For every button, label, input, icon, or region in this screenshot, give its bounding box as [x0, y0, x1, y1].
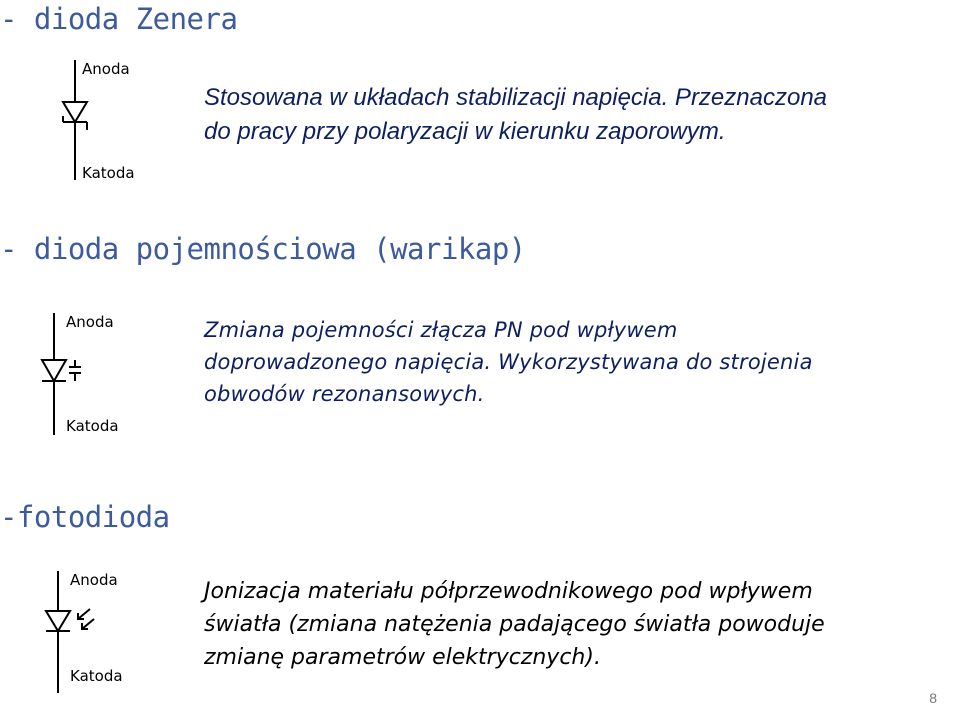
- photodiode-icon: [18, 563, 148, 703]
- section-heading-varicap: - dioda pojemnościowa (warikap): [0, 232, 526, 266]
- description-line: obwodów rezonansowych.: [204, 382, 485, 406]
- section-description-zener: [204, 81, 827, 149]
- description-line: doprowadzonego napięcia. Wykorzystywana do strojenia: [204, 350, 813, 374]
- zener-diode-icon: [30, 50, 155, 190]
- section-description-photodiode: [204, 575, 825, 674]
- description-line: do pracy przy polaryzacji w kierunku zaporowym.: [204, 118, 726, 145]
- cathode-label: Katoda: [82, 164, 135, 182]
- section-heading-photodiode: -fotodioda: [0, 500, 170, 534]
- anode-label: Anoda: [82, 60, 130, 78]
- description-line: światła (zmiana natężenia padającego światła powoduje: [204, 612, 825, 637]
- cathode-label: Katoda: [66, 417, 119, 435]
- cathode-label: Katoda: [70, 667, 123, 685]
- section-description-varicap: [204, 314, 813, 410]
- description-line: zmianę parametrów elektrycznych).: [204, 645, 601, 670]
- anode-label: Anoda: [70, 571, 118, 589]
- description-line: Jonizacja materiału półprzewodnikowego pod wpływem: [204, 579, 813, 604]
- description-line: Stosowana w układach stabilizacji napięcia. Przeznaczona: [204, 84, 828, 111]
- varicap-diode-icon: [14, 305, 159, 445]
- anode-label: Anoda: [66, 313, 114, 331]
- description-line: Zmiana pojemności złącza PN pod wpływem: [204, 318, 678, 342]
- page-number: 8: [929, 690, 937, 706]
- section-heading-zener: - dioda Zenera: [0, 2, 238, 36]
